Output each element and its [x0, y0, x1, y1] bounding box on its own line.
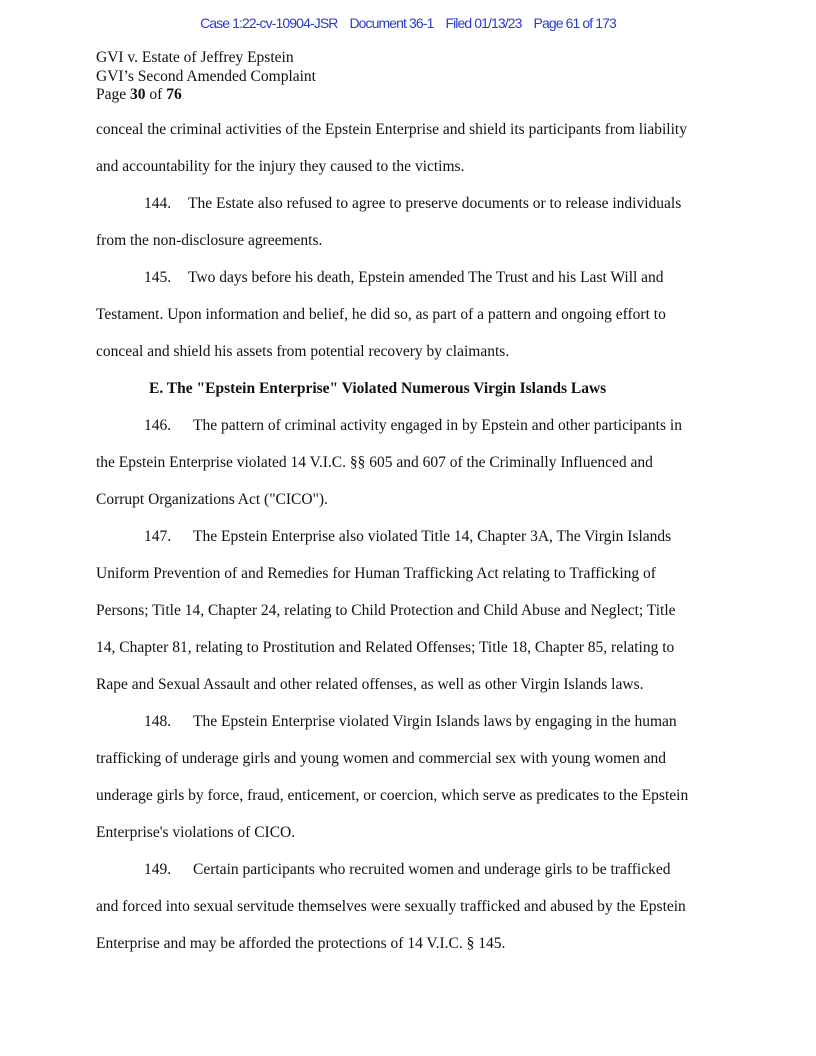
paragraph-number: 148. — [144, 713, 172, 730]
stamp-case-number: Case 1:22-cv-10904-JSR — [200, 15, 338, 31]
caption-case-title: GVI v. Estate of Jeffrey Epstein — [96, 49, 294, 66]
paragraph-line: and accountability for the injury they caused to the victims. — [96, 158, 465, 175]
court-filing-stamp — [0, 15, 816, 31]
paragraph-line-text: The Epstein Enterprise violated Virgin Islands laws by engaging in the human — [193, 713, 677, 730]
paragraph-line: the Epstein Enterprise violated 14 V.I.C. §§ 605 and 607 of the Criminally Influenced and — [96, 454, 653, 471]
paragraph-145-first-line — [96, 259, 710, 296]
paragraph-148-first-line — [96, 703, 710, 740]
section-heading: E. The "Epstein Enterprise" Violated Numerous Virgin Islands Laws — [149, 380, 607, 397]
paragraph-number: 146. — [144, 417, 172, 434]
paragraph-147-first-line — [96, 518, 710, 555]
paragraph-line-text: Two days before his death, Epstein amended The Trust and his Last Will and — [188, 269, 664, 286]
paragraph-146-first-line — [96, 407, 710, 444]
paragraph-line: Persons; Title 14, Chapter 24, relating to Child Protection and Child Abuse and Neglect; Title — [96, 602, 676, 619]
paragraph-line: trafficking of underage girls and young women and commercial sex with young women and — [96, 750, 667, 767]
paragraph-line: Enterprise and may be afforded the protections of 14 V.I.C. § 145. — [96, 935, 506, 952]
paragraph-149-first-line — [96, 851, 710, 888]
page-of: of — [149, 86, 163, 103]
paragraph-line: underage girls by force, fraud, enticement, or coercion, which serve as predicates to the Epstein — [96, 787, 689, 804]
caption-document-title: GVI’s Second Amended Complaint — [96, 67, 316, 85]
stamp-filed-date: Filed 01/13/23 — [445, 15, 522, 31]
paragraph-line: Corrupt Organizations Act ("CICO"). — [96, 491, 328, 508]
page-total: 76 — [166, 86, 182, 103]
document-body — [96, 111, 710, 962]
stamp-document-number: Document 36-1 — [349, 15, 434, 31]
paragraph-line-text: The Estate also refused to agree to preserve documents or to release individuals — [188, 195, 682, 212]
paragraph-line: 14, Chapter 81, relating to Prostitution and Related Offenses; Title 18, Chapter 85, relating to — [96, 639, 675, 656]
page-number: 30 — [130, 86, 146, 103]
paragraph-line-text: The pattern of criminal activity engaged in by Epstein and other participants in — [193, 417, 682, 434]
paragraph-line: Testament. Upon information and belief, he did so, as part of a pattern and ongoing effort to — [96, 306, 666, 323]
paragraph-line: and forced into sexual servitude themselves were sexually trafficked and abused by the Epstein — [96, 898, 686, 915]
paragraph-line: conceal and shield his assets from potential recovery by claimants. — [96, 343, 510, 360]
stamp-page-count: Page 61 of 173 — [533, 15, 616, 31]
caption-page-indicator — [96, 86, 316, 105]
paragraph-line-text: The Epstein Enterprise also violated Title 14, Chapter 3A, The Virgin Islands — [193, 528, 672, 545]
paragraph-line: conceal the criminal activities of the Epstein Enterprise and shield its participants from liability — [96, 121, 687, 138]
paragraph-number: 147. — [144, 528, 172, 545]
page-prefix: Page — [96, 86, 127, 103]
paragraph-line-text: Certain participants who recruited women and underage girls to be trafficked — [193, 861, 671, 878]
paragraph-line: from the non-disclosure agreements. — [96, 232, 323, 249]
paragraph-line: Enterprise's violations of CICO. — [96, 824, 296, 841]
paragraph-number: 145. — [144, 269, 172, 286]
paragraph-144-first-line — [96, 185, 710, 222]
paragraph-number: 144. — [144, 195, 172, 212]
paragraph-number: 149. — [144, 861, 172, 878]
paragraph-line: Rape and Sexual Assault and other related offenses, as well as other Virgin Islands laws. — [96, 676, 644, 693]
paragraph-line: Uniform Prevention of and Remedies for Human Trafficking Act relating to Trafficking of — [96, 565, 656, 582]
document-caption — [96, 49, 316, 105]
